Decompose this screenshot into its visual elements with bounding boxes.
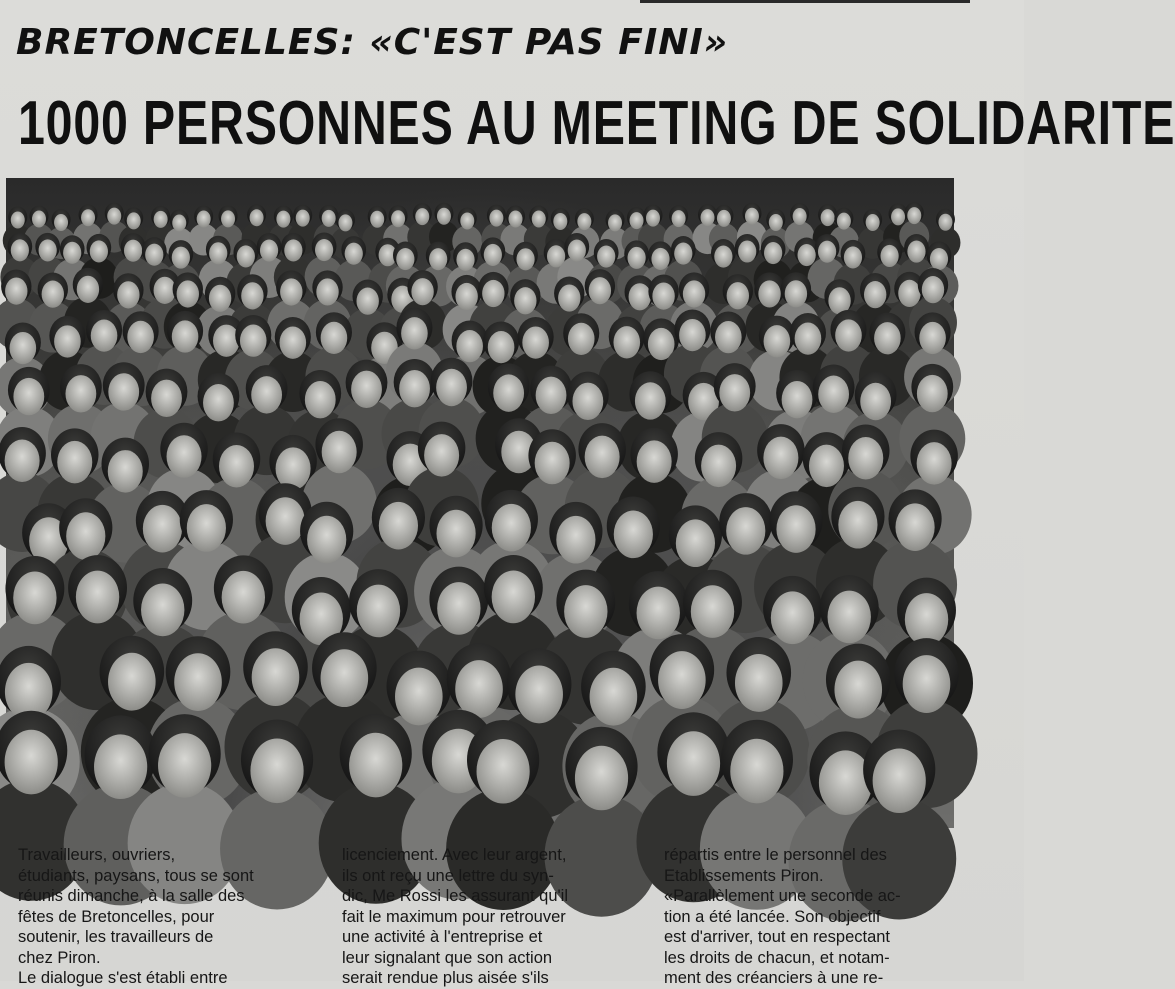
person-face: [532, 211, 546, 228]
person-face: [436, 369, 467, 406]
article-column-1: [18, 845, 310, 989]
person-face: [370, 211, 384, 228]
person-face: [241, 282, 263, 309]
person-face: [108, 653, 156, 711]
person-face: [65, 375, 96, 412]
person-face: [568, 239, 586, 261]
person-face: [197, 211, 211, 228]
person-face: [651, 248, 669, 270]
person-face: [674, 243, 692, 265]
person-face: [577, 213, 591, 230]
person-face: [938, 214, 952, 231]
person-face: [818, 376, 849, 413]
person-face: [460, 212, 474, 229]
person-face: [785, 280, 807, 307]
person-face: [676, 519, 715, 567]
person-face: [522, 326, 549, 358]
person-face: [515, 666, 563, 724]
person-face: [735, 654, 783, 712]
person-face: [558, 284, 580, 311]
person-face: [493, 374, 524, 411]
person-face: [837, 213, 851, 230]
person-face: [66, 512, 105, 560]
person-face: [145, 244, 163, 266]
person-face: [536, 377, 567, 414]
person-face: [76, 571, 119, 624]
person-face: [108, 450, 143, 493]
article-headline: 1000 PERSONNES AU MEETING DE SOLIDARITE: [18, 89, 1175, 158]
person-face: [322, 431, 357, 474]
person-face: [172, 247, 190, 269]
person-face: [143, 505, 182, 553]
column-text: licenciement. Avec leur argent, ils ont reçu une lettre du syn- dic, Me Rossi les assurant qu'il fait le maximum pour retrouver une activité à l'entreprise et leur signalant que son action serait rendue plus aisée s'ils: [342, 846, 568, 987]
person-face: [203, 384, 234, 421]
person-face: [240, 325, 267, 357]
person-face: [575, 746, 628, 811]
person-face: [891, 208, 905, 225]
person-face: [658, 651, 706, 709]
person-face: [771, 591, 814, 644]
person-face: [124, 240, 142, 262]
person-face: [172, 320, 199, 352]
article-column-3: [664, 845, 959, 989]
column-text: Travailleurs, ouvriers, étudiants, paysans, tous se sont réunis dimanche, à la salle des fêtes de Bretoncelles, pour soutenir, les travailleurs de chez Piron. Le dialogue s'est établi entre: [18, 846, 254, 987]
person-face: [919, 322, 946, 354]
person-face: [809, 445, 844, 488]
person-face: [11, 211, 25, 228]
person-face: [172, 215, 186, 232]
person-face: [219, 445, 254, 488]
person-face: [32, 211, 46, 228]
person-face: [57, 441, 92, 484]
person-face: [167, 435, 202, 478]
person-face: [834, 661, 882, 719]
person-face: [424, 434, 459, 477]
person-face: [108, 373, 139, 410]
person-face: [597, 245, 615, 267]
person-face: [818, 241, 836, 263]
person-face: [798, 244, 816, 266]
person-face: [838, 501, 877, 549]
person-face: [895, 503, 934, 551]
person-face: [880, 245, 898, 267]
person-face: [127, 321, 154, 353]
person-face: [738, 240, 756, 262]
person-face: [39, 239, 57, 261]
person-face: [488, 331, 515, 363]
person-face: [305, 381, 336, 418]
person-face: [401, 317, 428, 349]
person-face: [821, 209, 835, 226]
person-face: [141, 584, 184, 637]
person-face: [516, 248, 534, 270]
person-face: [930, 248, 948, 270]
person-face: [482, 280, 504, 307]
person-face: [585, 436, 620, 479]
person-face: [874, 322, 901, 354]
person-face: [5, 439, 40, 482]
person-face: [866, 214, 880, 231]
person-face: [589, 277, 611, 304]
person-face: [266, 497, 305, 545]
article-column-2: [342, 845, 642, 989]
person-face: [905, 593, 948, 646]
person-face: [637, 587, 680, 640]
person-face: [903, 655, 951, 713]
person-face: [158, 733, 211, 798]
person-face: [860, 383, 891, 420]
person-face: [782, 381, 813, 418]
person-face: [5, 730, 58, 795]
person-face: [54, 325, 81, 357]
article-kicker: BRETONCELLES: «C'EST PAS FINI»: [16, 22, 729, 63]
person-face: [719, 374, 750, 411]
person-face: [154, 211, 168, 228]
person-face: [280, 278, 302, 305]
person-face: [250, 209, 264, 226]
person-face: [864, 281, 886, 308]
person-face: [535, 442, 570, 485]
person-face: [844, 246, 862, 268]
person-face: [793, 208, 807, 225]
person-face: [514, 287, 536, 314]
person-face: [553, 213, 567, 230]
person-face: [672, 210, 686, 227]
person-face: [395, 668, 443, 726]
person-face: [701, 209, 715, 226]
person-face: [477, 739, 530, 804]
person-face: [683, 280, 705, 307]
person-face: [127, 212, 141, 229]
person-face: [437, 208, 451, 225]
person-face: [714, 246, 732, 268]
person-face: [321, 649, 369, 707]
person-face: [13, 571, 56, 624]
person-face: [222, 571, 265, 624]
person-face: [679, 319, 706, 351]
person-face: [396, 248, 414, 270]
person-face: [828, 591, 871, 644]
person-face: [411, 278, 433, 305]
person-face: [764, 325, 791, 357]
person-face: [848, 437, 883, 480]
person-face: [81, 209, 95, 226]
person-face: [745, 208, 759, 225]
person-face: [322, 210, 336, 227]
person-face: [726, 507, 765, 555]
column-text: répartis entre le personnel des Etablissements Piron. «Parallèlement une seconde ac- tion a été lancée. Son objectif est d'arriver, tout en respectant les droits de chacun, et notam- ment des créanciers à une re-: [664, 846, 901, 987]
person-face: [635, 382, 666, 419]
top-rule: [640, 0, 970, 3]
person-face: [637, 440, 672, 483]
person-face: [630, 212, 644, 229]
person-face: [356, 288, 378, 315]
person-face: [251, 376, 282, 413]
person-face: [436, 510, 475, 558]
person-face: [63, 242, 81, 264]
person-face: [349, 733, 402, 798]
person-face: [107, 208, 121, 225]
person-face: [10, 332, 37, 364]
person-face: [415, 208, 429, 225]
person-face: [769, 214, 783, 231]
person-face: [572, 383, 603, 420]
person-face: [917, 442, 952, 485]
person-face: [629, 283, 651, 310]
person-face: [456, 249, 474, 271]
person-face: [455, 283, 477, 310]
person-face: [280, 327, 307, 359]
person-face: [276, 447, 311, 490]
person-face: [727, 282, 749, 309]
person-face: [873, 748, 926, 813]
person-face: [252, 648, 300, 706]
person-face: [907, 207, 921, 224]
person-face: [13, 378, 44, 415]
person-face: [898, 280, 920, 307]
person-face: [568, 323, 595, 355]
person-face: [717, 210, 731, 227]
person-face: [489, 210, 503, 227]
person-face: [614, 511, 653, 559]
person-face: [795, 322, 822, 354]
person-face: [608, 214, 622, 231]
person-face: [564, 585, 607, 638]
person-face: [351, 371, 382, 408]
person-face: [209, 285, 231, 312]
person-face: [379, 502, 418, 550]
person-face: [357, 585, 400, 638]
person-face: [429, 248, 447, 270]
person-face: [209, 242, 227, 264]
person-face: [284, 239, 302, 261]
person-face: [399, 370, 430, 407]
person-face: [730, 739, 783, 804]
person-face: [646, 210, 660, 227]
person-face: [455, 660, 503, 718]
person-face: [321, 322, 348, 354]
person-face: [917, 375, 948, 412]
person-face: [91, 319, 118, 351]
person-face: [763, 437, 798, 480]
person-face: [237, 245, 255, 267]
person-face: [260, 240, 278, 262]
crowd-photo: [6, 178, 954, 828]
person-face: [492, 504, 531, 552]
person-face: [276, 211, 290, 228]
person-face: [922, 276, 944, 303]
person-face: [187, 504, 226, 552]
person-face: [691, 585, 734, 638]
person-face: [90, 240, 108, 262]
person-face: [221, 210, 235, 227]
person-face: [509, 211, 523, 228]
person-face: [556, 516, 595, 564]
person-face: [307, 516, 346, 564]
person-face: [42, 281, 64, 308]
person-face: [296, 210, 310, 227]
person-face: [715, 321, 742, 353]
person-face: [250, 738, 303, 803]
person-face: [315, 239, 333, 261]
person-face: [177, 280, 199, 307]
person-face: [338, 214, 352, 231]
person-face: [613, 326, 640, 358]
person-face: [628, 247, 646, 269]
person-face: [758, 280, 780, 307]
person-face: [391, 210, 405, 227]
person-face: [652, 283, 674, 310]
person-face: [316, 278, 338, 305]
person-face: [590, 668, 638, 726]
person-face: [174, 653, 222, 711]
person-face: [345, 243, 363, 265]
person-face: [776, 505, 815, 553]
person-face: [151, 380, 182, 417]
person-face: [117, 281, 139, 308]
person-face: [484, 244, 502, 266]
person-face: [492, 571, 535, 624]
person-face: [456, 330, 483, 362]
person-face: [907, 241, 925, 263]
crowd-photo-illustration: [6, 178, 954, 828]
person-face: [54, 214, 68, 231]
person-face: [835, 319, 862, 351]
person-face: [437, 582, 480, 635]
person-face: [667, 731, 720, 796]
person-face: [77, 276, 99, 303]
person-face: [701, 445, 736, 488]
person-face: [213, 325, 240, 357]
person-face: [11, 239, 29, 261]
person-face: [154, 277, 176, 304]
person-face: [764, 242, 782, 264]
person-face: [94, 734, 147, 799]
person-face: [5, 277, 27, 304]
